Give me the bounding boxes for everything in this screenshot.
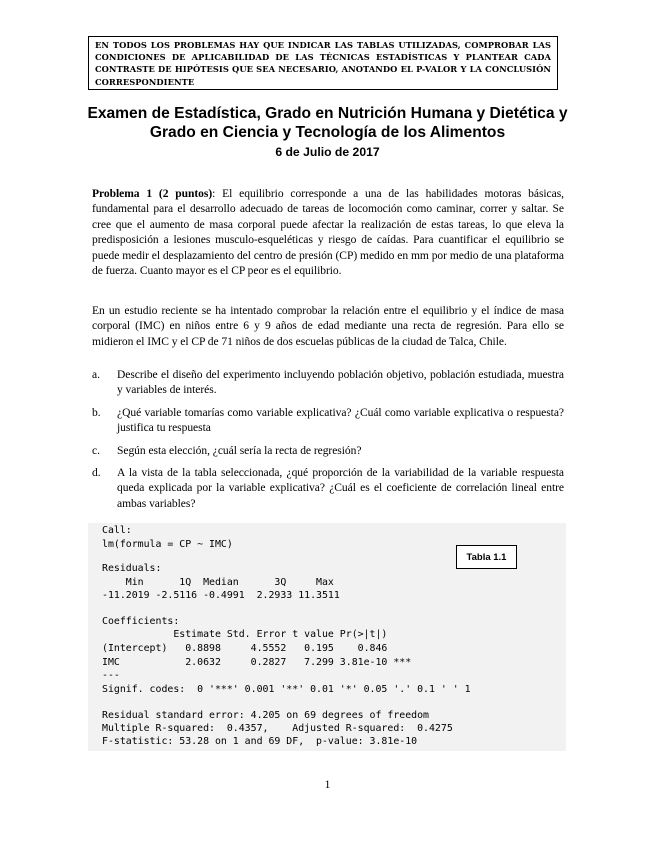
output-line: (Intercept) 0.8898 4.5552 0.195 0.846	[102, 643, 388, 654]
output-line: lm(formula = CP ~ IMC)	[102, 539, 233, 550]
problem-intro-text: : El equilibrio corresponde a una de las habilidades motoras básicas, fundamental para el desarrollo adecuado de tareas de locomoción como caminar, correr y saltar. Se cree que el aumento de masa corporal puede afectar la realización de estas tareas, lo que eleva la predisposición a lesiones musculo-esqueléticas y riesgo de caídas. Para cuantificar el equilibrio se puede medir el desplazamiento del centro de presión (CP) medido en mm por medio de una plataforma de fuerza. Cuanto mayor es el CP peor es el equilibrio.	[92, 188, 564, 278]
question-letter: b.	[92, 406, 101, 419]
output-line: Estimate Std. Error t value Pr(>|t|)	[102, 629, 388, 640]
question-letter: c.	[92, 444, 100, 457]
output-line: ---	[102, 670, 120, 681]
output-line: F-statistic: 53.28 on 1 and 69 DF, p-value: 3.81e-10	[102, 736, 418, 747]
output-line: Coefficients:	[102, 616, 180, 627]
study-paragraph: En un estudio reciente se ha intentado comprobar la relación entre el equilibrio y el índice de masa corporal (IMC) en niños entre 6 y 9 años de edad mediante una recta de regresión. Para ello se midieron el IMC y el CP de 71 niños de dos escuelas públicas de la ciudad de Talca, Chile.	[92, 305, 564, 348]
output-line: Min 1Q Median 3Q Max	[102, 577, 334, 588]
output-line: -11.2019 -2.5116 -0.4991 2.2933 11.3511	[102, 590, 340, 601]
instructions-box	[88, 36, 558, 90]
question-text: Describe el diseño del experimento incluyendo población objetivo, población estudiada, muestra y variables de interés.	[117, 369, 564, 397]
question-item	[92, 406, 564, 437]
output-line: Call:	[102, 525, 132, 536]
exam-title: Examen de Estadística, Grado en Nutrición Humana y Dietética y Grado en Ciencia y Tecnología de los Alimentos	[87, 105, 568, 141]
page-number: 1	[324, 779, 331, 791]
question-text: A la vista de la tabla seleccionada, ¿qué proporción de la variabilidad de la variable respuesta queda explicada por la variable explicativa? ¿Cuál es el coeficiente de correlación lineal entre ambas variables?	[117, 467, 564, 510]
question-text: Según esta elección, ¿cuál sería la recta de regresión?	[117, 444, 362, 457]
question-item	[92, 368, 564, 399]
question-letter: d.	[92, 467, 101, 480]
problem-intro-paragraph	[92, 187, 564, 279]
question-text: ¿Qué variable tomarías como variable explicativa? ¿Cuál como variable explicativa o respuesta? justifica tu respuesta	[117, 406, 564, 435]
table-label: Tabla 1.1	[456, 545, 517, 569]
output-line: Residual standard error: 4.205 on 69 degrees of freedom	[102, 710, 429, 721]
question-item	[92, 466, 564, 512]
question-item	[92, 444, 564, 459]
output-line: Signif. codes: 0 '***' 0.001 '**' 0.01 '*' 0.05 '.' 0.1 ' ' 1	[102, 684, 471, 695]
question-list	[92, 368, 564, 519]
problem-heading: Problema 1 (2 puntos)	[92, 188, 213, 200]
output-line: Residuals:	[102, 563, 162, 574]
exam-date: 6 de Julio de 2017	[275, 145, 380, 159]
output-line: Multiple R-squared: 0.4357, Adjusted R-squared: 0.4275	[102, 723, 453, 734]
output-line: IMC 2.0632 0.2827 7.299 3.81e-10 ***	[102, 657, 412, 668]
question-letter: a.	[92, 369, 100, 381]
instructions-text: EN TODOS LOS PROBLEMAS HAY QUE INDICAR LAS TABLAS UTILIZADAS, COMPROBAR LAS CONDICIONES DE APLICABILIDAD DE LAS TÉCNICAS ESTADÍSTICAS Y PLANTEAR CADA CONTRASTE DE HIPÓTESIS QUE SEA NECESARIO, ANOTANDO EL P-VALOR Y LA CONCLUSIÓN CORRESPONDIENTE	[95, 40, 551, 87]
